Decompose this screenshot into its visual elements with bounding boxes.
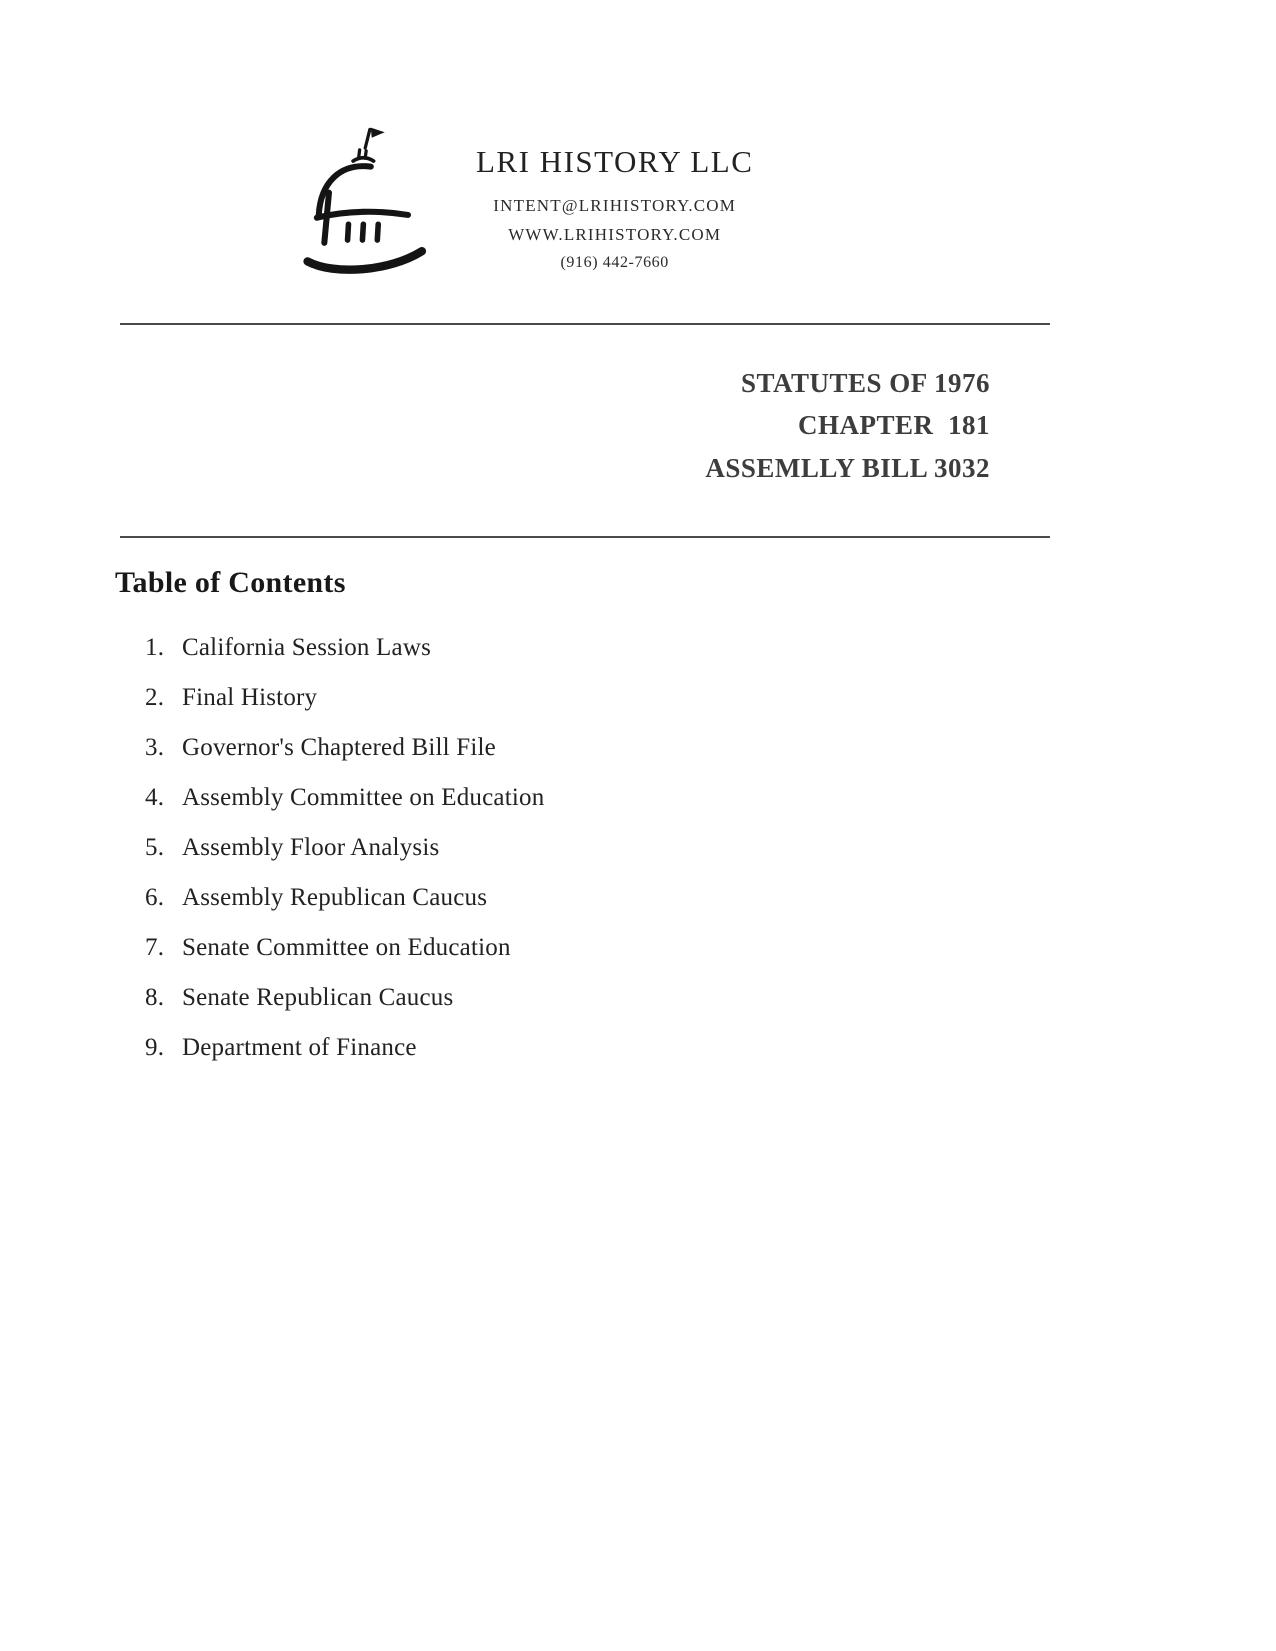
toc-item-number: 7. bbox=[145, 934, 165, 962]
toc-item-label: Department of Finance bbox=[182, 1034, 417, 1062]
toc-item bbox=[145, 634, 1276, 662]
table-of-contents bbox=[115, 566, 1276, 1062]
toc-item bbox=[145, 784, 1276, 812]
divider-top bbox=[120, 323, 1050, 325]
toc-list bbox=[115, 634, 1276, 1062]
toc-item-label: California Session Laws bbox=[182, 634, 432, 662]
toc-item bbox=[145, 884, 1276, 912]
capitol-logo bbox=[298, 122, 438, 280]
toc-item-number: 3. bbox=[145, 734, 165, 762]
contact-block bbox=[476, 122, 753, 281]
toc-item-label: Senate Republican Caucus bbox=[182, 984, 454, 1012]
toc-item-label: Assembly Republican Caucus bbox=[182, 884, 488, 912]
toc-item-number: 4. bbox=[145, 784, 165, 812]
letterhead bbox=[0, 0, 1276, 281]
divider-bottom bbox=[120, 536, 1050, 538]
company-phone: (916) 442-7660 bbox=[560, 254, 669, 271]
toc-item bbox=[145, 984, 1276, 1012]
toc-item bbox=[145, 734, 1276, 762]
capitol-building-sketch-icon bbox=[298, 122, 438, 280]
toc-item-label: Governor's Chaptered Bill File bbox=[182, 734, 496, 762]
toc-item-number: 5. bbox=[145, 834, 165, 862]
toc-title: Table of Contents bbox=[115, 566, 346, 600]
company-name: LRI HISTORY LLC bbox=[476, 144, 754, 179]
toc-item-number: 9. bbox=[145, 1034, 165, 1062]
toc-item-label: Assembly Floor Analysis bbox=[182, 834, 440, 862]
statute-block bbox=[0, 367, 1276, 484]
statute-line-1: STATUTES OF 1976 bbox=[740, 368, 990, 398]
toc-item-number: 2. bbox=[145, 684, 165, 712]
toc-item bbox=[145, 684, 1276, 712]
statute-line-3: ASSEMLLY BILL 3032 bbox=[705, 452, 990, 483]
company-website: WWW.LRIHISTORY.COM bbox=[508, 225, 722, 244]
toc-item-label: Final History bbox=[182, 684, 318, 712]
toc-item bbox=[145, 1034, 1276, 1062]
toc-item bbox=[145, 934, 1276, 962]
statute-line-2: CHAPTER 181 bbox=[797, 410, 990, 441]
toc-item-label: Assembly Committee on Education bbox=[182, 784, 545, 812]
toc-item bbox=[145, 834, 1276, 862]
toc-item-label: Senate Committee on Education bbox=[182, 934, 511, 962]
toc-item-number: 6. bbox=[145, 884, 165, 912]
toc-item-number: 8. bbox=[145, 984, 165, 1012]
toc-item-number: 1. bbox=[145, 634, 165, 662]
company-email: INTENT@LRIHISTORY.COM bbox=[493, 196, 737, 215]
